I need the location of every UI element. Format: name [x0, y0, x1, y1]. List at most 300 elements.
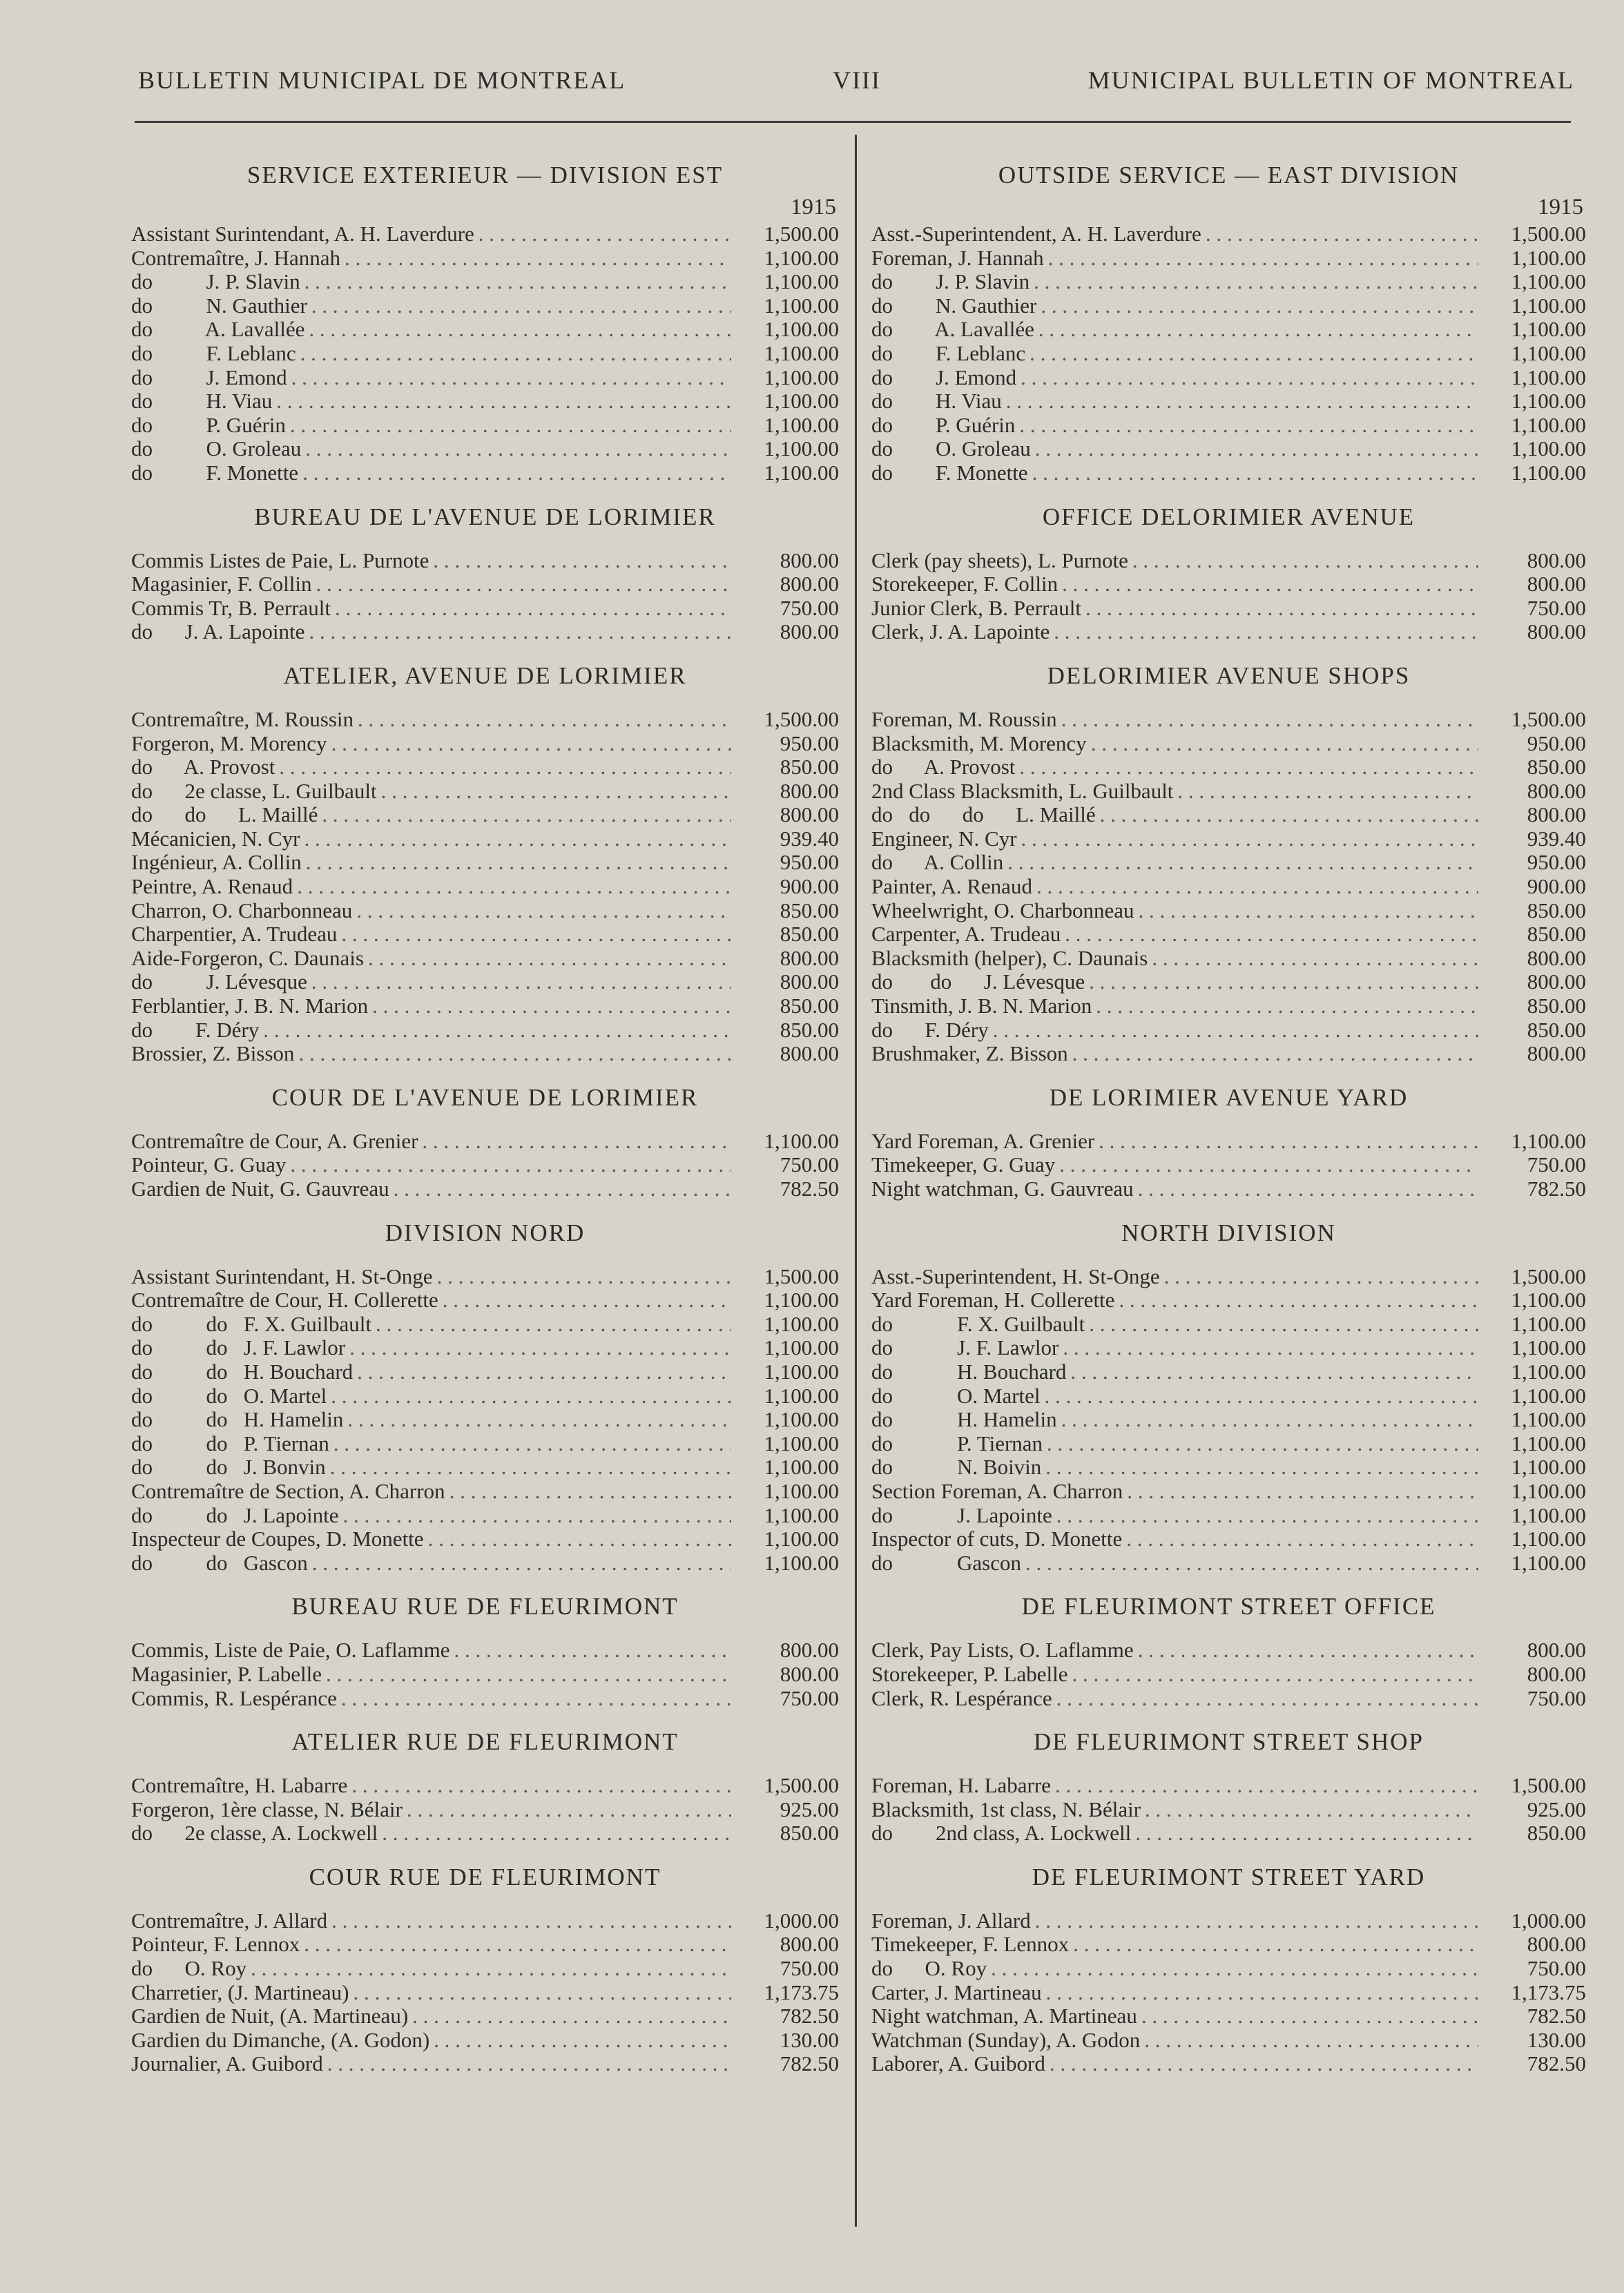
employee-label: Asst.-Superintendent, A. H. Laverdure [871, 222, 1201, 246]
salary-row [871, 318, 1586, 342]
employee-label: Storekeeper, F. Collin [871, 572, 1058, 597]
salary-list [131, 1265, 839, 1576]
dot-leader [412, 2004, 731, 2029]
dot-leader [354, 1981, 731, 2005]
salary-amount: 1,100.00 [764, 340, 839, 365]
dot-leader [290, 1153, 731, 1177]
salary-row [131, 1360, 839, 1384]
salary-amount: 1,173.75 [764, 1980, 839, 2004]
employee-label: do A. Provost [131, 755, 276, 780]
salary-row [131, 803, 839, 827]
employee-label: Aide-Forgeron, C. Daunais [131, 945, 364, 970]
salary-row [131, 461, 839, 485]
header-left-title: BULLETIN MUNICIPAL DE MONTREAL [138, 66, 626, 94]
salary-amount: 1,100.00 [1511, 1431, 1586, 1455]
employee-label: Junior Clerk, B. Perrault [871, 595, 1081, 620]
employee-label: Timekeeper, G. Guay [871, 1152, 1056, 1177]
salary-amount: 782.50 [1527, 2004, 1586, 2029]
employee-label: do A. Collin [871, 850, 1004, 875]
year-heading: 1915 [791, 195, 836, 220]
employee-label: Blacksmith, M. Morency [871, 731, 1087, 755]
dot-leader [311, 970, 731, 994]
dot-leader [1047, 1432, 1478, 1456]
salary-row [131, 827, 839, 851]
dot-leader [1063, 1336, 1478, 1360]
salary-row [131, 1455, 839, 1480]
salary-row [871, 1480, 1586, 1504]
dot-leader [349, 1336, 731, 1360]
salary-row [871, 1957, 1586, 1981]
dot-leader [454, 1638, 731, 1663]
dot-leader [1073, 1933, 1478, 1957]
salary-amount: 1,100.00 [1511, 340, 1586, 365]
dot-leader [305, 437, 731, 461]
salary-amount: 800.00 [780, 802, 839, 827]
salary-row [131, 922, 839, 947]
salary-row [871, 1177, 1586, 1201]
dot-leader [450, 1480, 731, 1504]
dot-leader [1206, 222, 1478, 246]
employee-label: do Gascon [871, 1550, 1021, 1575]
salary-row [871, 366, 1586, 390]
salary-row [871, 1432, 1586, 1456]
dot-leader [1035, 437, 1478, 461]
dot-leader [341, 922, 731, 947]
dot-leader [341, 1687, 731, 1711]
employee-label: Pointeur, F. Lennox [131, 1932, 300, 1957]
employee-label: Tinsmith, J. B. N. Marion [871, 994, 1092, 1018]
salary-amount: 1,100.00 [1511, 1359, 1586, 1384]
dot-leader [279, 755, 731, 780]
salary-row [131, 1527, 839, 1551]
salary-amount: 1,100.00 [764, 1383, 839, 1408]
salary-row [871, 1663, 1586, 1687]
dot-leader [316, 572, 732, 597]
salary-amount: 800.00 [780, 945, 839, 970]
dot-leader [1141, 2004, 1478, 2029]
section-title: DELORIMIER AVENUE SHOPS [1047, 661, 1411, 689]
salary-amount: 939.40 [780, 826, 839, 851]
salary-row [131, 366, 839, 390]
section-title: DE FLEURIMONT STREET YARD [1032, 1863, 1426, 1890]
section-title: DE LORIMIER AVENUE YARD [1049, 1083, 1409, 1111]
salary-amount: 800.00 [1527, 1041, 1586, 1066]
dot-leader [1062, 572, 1478, 597]
salary-row [131, 597, 839, 621]
employee-label: Laborer, A. Guibord [871, 2051, 1045, 2076]
salary-amount: 1,100.00 [1511, 389, 1586, 414]
employee-label: Foreman, J. Allard [871, 1908, 1031, 1933]
dot-leader [331, 1909, 731, 1933]
employee-label: do do J. Lapointe [131, 1502, 339, 1527]
salary-row [871, 708, 1586, 732]
salary-amount: 850.00 [1527, 898, 1586, 922]
salary-row [871, 1687, 1586, 1711]
dot-leader [1041, 294, 1478, 318]
salary-row [871, 620, 1586, 644]
salary-amount: 900.00 [780, 874, 839, 899]
dot-leader [1091, 732, 1478, 756]
employee-label: do O. Roy [871, 1956, 987, 1981]
salary-amount: 1,100.00 [764, 436, 839, 461]
salary-amount: 800.00 [780, 1932, 839, 1957]
salary-amount: 1,100.00 [1511, 365, 1586, 389]
dot-leader [1050, 2052, 1478, 2076]
salary-list [871, 1638, 1586, 1710]
salary-row [871, 342, 1586, 366]
dot-leader [1007, 851, 1478, 875]
employee-label: Gardien de Nuit, G. Gauvreau [131, 1177, 389, 1201]
dot-leader [251, 1957, 731, 1981]
salary-amount: 800.00 [1527, 969, 1586, 994]
salary-amount: 800.00 [780, 1638, 839, 1663]
salary-amount: 750.00 [780, 1685, 839, 1710]
salary-amount: 782.50 [1527, 2051, 1586, 2076]
section-s4 [131, 1081, 839, 1201]
employee-label: do 2nd class, A. Lockwell [871, 1821, 1132, 1846]
salary-amount: 800.00 [1527, 1661, 1586, 1686]
salary-row [131, 389, 839, 414]
salary-row [871, 1042, 1586, 1066]
employee-label: do 2e classe, L. Guilbault [131, 778, 377, 803]
dot-leader [382, 1821, 731, 1846]
salary-row [871, 1527, 1586, 1551]
employee-label: Charretier, (J. Martineau) [131, 1980, 349, 2004]
salary-list [131, 1909, 839, 2076]
salary-row [871, 1774, 1586, 1798]
salary-row [871, 1360, 1586, 1384]
employee-label: Mécanicien, N. Cyr [131, 826, 300, 851]
salary-row [131, 1177, 839, 1201]
employee-label: do P. Guérin [131, 412, 286, 437]
salary-amount: 1,000.00 [764, 1908, 839, 1933]
employee-label: Engineer, N. Cyr [871, 826, 1017, 851]
dot-leader [276, 389, 731, 414]
salary-amount: 800.00 [780, 619, 839, 644]
dot-leader [422, 1130, 731, 1154]
dot-leader [1030, 342, 1478, 366]
english-column [871, 159, 1586, 2076]
dot-leader [1054, 620, 1478, 644]
salary-amount: 1,100.00 [764, 1288, 839, 1313]
dot-leader [306, 851, 731, 875]
salary-amount: 130.00 [1527, 2027, 1586, 2052]
salary-row [131, 1288, 839, 1313]
salary-amount: 1,100.00 [1511, 1502, 1586, 1527]
salary-row [871, 803, 1586, 827]
dot-leader [1138, 1177, 1478, 1201]
section-title: DIVISION NORD [385, 1219, 586, 1246]
employee-label: Ferblantier, J. B. N. Marion [131, 994, 369, 1018]
employee-label: Charpentier, A. Trudeau [131, 922, 338, 947]
section-s2 [871, 501, 1586, 644]
dot-leader [381, 780, 731, 804]
salary-row [131, 246, 839, 271]
salary-row [131, 1042, 839, 1066]
salary-amount: 950.00 [780, 731, 839, 755]
salary-amount: 850.00 [1527, 1017, 1586, 1042]
dot-leader [291, 366, 731, 390]
salary-row [131, 947, 839, 971]
section-title: DE FLEURIMONT STREET SHOP [1033, 1728, 1424, 1756]
dot-leader [309, 318, 731, 342]
dot-leader [1045, 1455, 1478, 1480]
employee-label: Clerk (pay sheets), L. Purnote [871, 548, 1128, 572]
dot-leader [327, 2052, 731, 2076]
salary-amount: 850.00 [1527, 1821, 1586, 1846]
salary-row [131, 1153, 839, 1177]
employee-label: do J. Lévesque [131, 969, 307, 994]
employee-label: Commis Tr, B. Perrault [131, 595, 331, 620]
salary-amount: 750.00 [1527, 1956, 1586, 1981]
salary-amount: 750.00 [1527, 595, 1586, 620]
salary-row [871, 270, 1586, 294]
salary-amount: 950.00 [1527, 731, 1586, 755]
salary-amount: 800.00 [1527, 1932, 1586, 1957]
section-s4 [871, 1081, 1586, 1201]
salary-amount: 850.00 [780, 1821, 839, 1846]
employee-label: Clerk, J. A. Lapointe [871, 619, 1050, 644]
salary-row [871, 875, 1586, 899]
employee-label: Contremaître de Section, A. Charron [131, 1478, 445, 1503]
salary-amount: 1,100.00 [1511, 1527, 1586, 1551]
salary-list [871, 708, 1586, 1066]
employee-label: do O. Martel [871, 1383, 1041, 1408]
salary-row [871, 1504, 1586, 1528]
salary-row [871, 549, 1586, 573]
dot-leader [1056, 1687, 1478, 1711]
dot-leader [297, 875, 731, 899]
salary-amount: 750.00 [780, 1956, 839, 1981]
section-title: SERVICE EXTERIEUR — DIVISION EST [246, 162, 724, 188]
employee-label: do A. Provost [871, 755, 1016, 780]
salary-amount: 800.00 [780, 1041, 839, 1066]
salary-amount: 1,100.00 [764, 365, 839, 389]
salary-row [131, 1384, 839, 1409]
dot-leader [1072, 1042, 1478, 1066]
employee-label: do H. Viau [871, 389, 1002, 414]
dot-leader [322, 803, 731, 827]
dot-leader [309, 620, 731, 644]
salary-row [871, 922, 1586, 947]
salary-row [871, 1384, 1586, 1409]
dot-leader [1061, 708, 1478, 732]
salary-amount: 1,100.00 [764, 1478, 839, 1503]
employee-label: Yard Foreman, H. Collerette [871, 1288, 1115, 1313]
employee-label: Peintre, A. Renaud [131, 874, 293, 899]
salary-row [871, 947, 1586, 971]
salary-amount: 1,100.00 [1511, 1311, 1586, 1336]
salary-amount: 800.00 [1527, 945, 1586, 970]
salary-amount: 782.50 [780, 2004, 839, 2029]
employee-label: do F. Monette [131, 460, 299, 485]
dot-leader [1132, 549, 1478, 573]
dot-leader [1164, 1265, 1478, 1289]
salary-amount: 1,100.00 [764, 1407, 839, 1432]
employee-label: Foreman, J. Hannah [871, 245, 1044, 270]
dot-leader [351, 1774, 731, 1798]
section-s7 [871, 1725, 1586, 1846]
employee-label: Clerk, R. Lespérance [871, 1685, 1052, 1710]
section-title: BUREAU DE L'AVENUE DE LORIMIER [254, 503, 716, 530]
salary-row [131, 1480, 839, 1504]
salary-amount: 1,100.00 [1511, 436, 1586, 461]
salary-row [871, 2052, 1586, 2076]
salary-row [131, 1313, 839, 1337]
dot-leader [433, 549, 731, 573]
salary-amount: 1,100.00 [764, 245, 839, 270]
salary-row [131, 572, 839, 597]
salary-amount: 1,100.00 [1511, 269, 1586, 294]
salary-row [131, 970, 839, 994]
section-title: OFFICE DELORIMIER AVENUE [1042, 503, 1415, 530]
employee-label: do F. Leblanc [871, 340, 1026, 365]
salary-row [131, 414, 839, 438]
employee-label: Forgeron, 1ère classe, N. Bélair [131, 1797, 403, 1821]
employee-label: do F. Déry [131, 1017, 260, 1042]
employee-label: do P. Tiernan [871, 1431, 1043, 1455]
salary-amount: 750.00 [780, 595, 839, 620]
salary-amount: 1,100.00 [1511, 1407, 1586, 1432]
dot-leader [331, 1384, 731, 1409]
dot-leader [394, 1177, 731, 1201]
salary-row [131, 342, 839, 366]
section-s7 [131, 1725, 839, 1846]
employee-label: do H. Hamelin [871, 1407, 1057, 1432]
salary-amount: 1,100.00 [764, 1335, 839, 1360]
salary-amount: 800.00 [780, 1661, 839, 1686]
salary-row [131, 294, 839, 318]
employee-label: Contremaître de Cour, H. Collerette [131, 1288, 438, 1313]
section-title: COUR RUE DE FLEURIMONT [309, 1863, 661, 1890]
employee-label: Pointeur, G. Guay [131, 1152, 287, 1177]
employee-label: Assistant Surintendant, A. H. Laverdure [131, 222, 474, 246]
employee-label: do O. Groleau [131, 436, 302, 461]
salary-row [871, 1638, 1586, 1663]
salary-row [871, 780, 1586, 804]
employee-label: Commis, Liste de Paie, O. Laflamme [131, 1638, 450, 1663]
dot-leader [356, 899, 731, 923]
employee-label: Yard Foreman, A. Grenier [871, 1128, 1095, 1153]
salary-amount: 1,100.00 [1511, 1383, 1586, 1408]
salary-amount: 1,100.00 [1511, 460, 1586, 485]
salary-amount: 1,100.00 [1511, 317, 1586, 342]
dot-leader [1038, 318, 1478, 342]
salary-amount: 1,100.00 [764, 1431, 839, 1455]
employee-label: Assistant Surintendant, H. St-Onge [131, 1264, 433, 1288]
salary-amount: 1,100.00 [1511, 293, 1586, 318]
employee-label: do do F. X. Guilbault [131, 1311, 371, 1336]
salary-row [131, 1018, 839, 1043]
employee-label: Contremaître, H. Labarre [131, 1773, 348, 1798]
salary-list [871, 549, 1586, 644]
salary-row [871, 1798, 1586, 1822]
dot-leader [1059, 1153, 1478, 1177]
salary-amount: 782.50 [1527, 1177, 1586, 1201]
salary-amount: 1,100.00 [1511, 1455, 1586, 1480]
salary-amount: 800.00 [780, 572, 839, 597]
section-s6 [871, 1590, 1586, 1710]
employee-label: Ingénieur, A. Collin [131, 850, 302, 875]
salary-row [131, 2029, 839, 2053]
section-s5 [871, 1217, 1586, 1576]
dot-leader [357, 1360, 731, 1384]
employee-label: Storekeeper, P. Labelle [871, 1661, 1068, 1686]
salary-list [871, 1774, 1586, 1846]
dot-leader [326, 1663, 731, 1687]
salary-row [871, 572, 1586, 597]
dot-leader [1019, 755, 1478, 780]
employee-label: do do do L. Maillé [871, 802, 1096, 827]
dot-leader [1072, 1663, 1478, 1687]
employee-label: do do J. F. Lawlor [131, 1335, 346, 1360]
employee-label: Gardien du Dimanche, (A. Godon) [131, 2027, 430, 2052]
salary-row [131, 1432, 839, 1456]
salary-row [131, 1909, 839, 1933]
salary-amount: 850.00 [780, 922, 839, 947]
dot-leader [478, 222, 731, 246]
dot-leader [1034, 270, 1478, 294]
salary-row [871, 899, 1586, 923]
employee-label: Night watchman, A. Martineau [871, 2004, 1137, 2029]
salary-amount: 1,100.00 [764, 1527, 839, 1551]
section-title: ATELIER RUE DE FLEURIMONT [291, 1728, 679, 1756]
salary-amount: 800.00 [780, 548, 839, 572]
employee-label: Brossier, Z. Bisson [131, 1041, 295, 1066]
dot-leader [368, 947, 731, 971]
salary-amount: 1,100.00 [1511, 1288, 1586, 1313]
section-s2 [131, 501, 839, 644]
salary-amount: 1,100.00 [764, 412, 839, 437]
employee-label: Clerk, Pay Lists, O. Laflamme [871, 1638, 1134, 1663]
dot-leader [1145, 1798, 1478, 1822]
employee-label: do do P. Tiernan [131, 1431, 329, 1455]
dot-leader [1056, 1504, 1478, 1528]
salary-row [871, 597, 1586, 621]
salary-row [131, 875, 839, 899]
dot-leader [1139, 899, 1479, 923]
salary-amount: 1,100.00 [1511, 412, 1586, 437]
employee-label: Commis Listes de Paie, L. Purnote [131, 548, 429, 572]
salary-row [131, 270, 839, 294]
section-title: ATELIER, AVENUE DE LORIMIER [283, 661, 687, 689]
salary-amount: 1,100.00 [764, 1311, 839, 1336]
employee-label: Carpenter, A. Trudeau [871, 922, 1061, 947]
section-title: OUTSIDE SERVICE — EAST DIVISION [998, 162, 1460, 188]
salary-amount: 850.00 [1527, 755, 1586, 780]
salary-amount: 800.00 [1527, 572, 1586, 597]
section-s3 [131, 659, 839, 1066]
employee-label: do J. P. Slavin [871, 269, 1030, 294]
salary-amount: 1,173.75 [1511, 1980, 1586, 2004]
salary-row [871, 1821, 1586, 1846]
employee-label: do H. Viau [131, 389, 273, 414]
employee-label: Watchman (Sunday), A. Godon [871, 2027, 1141, 2052]
section-s8 [871, 1861, 1586, 2076]
salary-amount: 850.00 [780, 994, 839, 1018]
salary-row [871, 461, 1586, 485]
salary-amount: 1,100.00 [764, 1502, 839, 1527]
salary-list [131, 1638, 839, 1710]
salary-amount: 950.00 [780, 850, 839, 875]
dot-leader [434, 2029, 731, 2053]
employee-label: Journalier, A. Guibord [131, 2051, 323, 2076]
employee-label: do F. Leblanc [131, 340, 296, 365]
salary-row [871, 1933, 1586, 1957]
salary-row [871, 389, 1586, 414]
employee-label: Gardien de Nuit, (A. Martineau) [131, 2004, 409, 2029]
salary-row [871, 1153, 1586, 1177]
